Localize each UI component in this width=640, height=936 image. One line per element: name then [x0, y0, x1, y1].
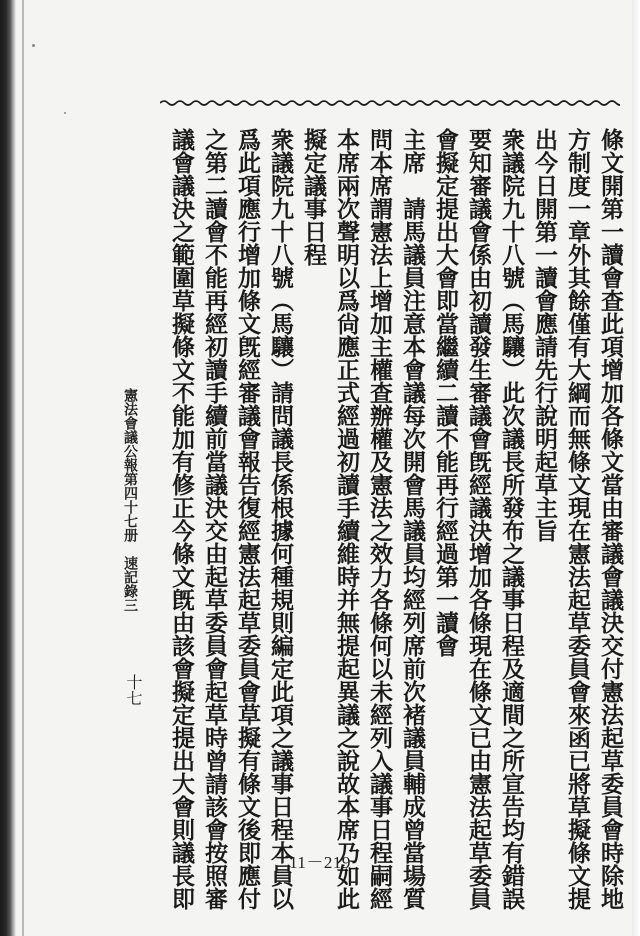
- text-column: 爲此項應行增加條文旣經審議會報告復經憲法起草委員會草擬有條文後即應付: [234, 128, 261, 910]
- text-column: 議會議決之範圍草擬條文不能加有修正今條文旣由該會擬定提出大會則議長即: [168, 128, 195, 910]
- text-column: 要知審議會係由初讀發生審議會旣經議決增加各條現在條文已由憲法起草委員: [465, 128, 492, 910]
- right-scan-edge: [632, 0, 640, 936]
- text-column: 本席兩次聲明以爲尙應正式經過初讀手續維時并無提起異議之說故本席乃如此: [333, 128, 360, 910]
- text-column: 衆議院九十八號（馬驤）請問議長係根據何種規則編定此項之議事日程本員以: [267, 128, 294, 910]
- scan-speck: [32, 44, 35, 47]
- text-column: 出今日開第一讀會應請先行說明起草主旨: [531, 128, 558, 542]
- binding-edge: [0, 0, 16, 936]
- text-column: 之第二讀會不能再經初讀手續前當議決交由起草委員會起草時曾請該會按照審: [201, 128, 228, 910]
- text-column: 問本席謂憲法上增加主權查辦權及憲法之效力各條何以未經列入議事日程嗣經: [366, 128, 393, 910]
- page-number: 11－219: [289, 853, 351, 872]
- running-head: 憲法會議公報第四十七册: [122, 388, 138, 542]
- wavy-divider-rule: [160, 94, 620, 112]
- text-column: 衆議院九十八號（馬驤）此次議長所發布之議事日程及適間之所宣告均有錯誤: [498, 128, 525, 910]
- text-column: 主席 請馬議員注意本會議每次開會馬議員均經列席前次褚議員輔成曾當場質: [399, 128, 426, 910]
- text-column: 方制度一章外其餘僅有大綱而無條文現在憲法起草委員會來函已將草擬條文提: [564, 128, 591, 910]
- scan-speck: [64, 112, 66, 114]
- leaf-number: 十七: [124, 674, 143, 706]
- text-column: 擬定議事日程: [300, 128, 327, 266]
- section-label: 速記錄三: [122, 556, 138, 612]
- binding-shadow-line: [22, 0, 24, 936]
- text-column: 條文開第一讀會查此項增加各條文當由審議會議決交付憲法起草委員會時除地: [597, 128, 624, 910]
- text-column: 會擬定提出大會即當繼續二讀不能再行經過第一讀會: [432, 128, 459, 657]
